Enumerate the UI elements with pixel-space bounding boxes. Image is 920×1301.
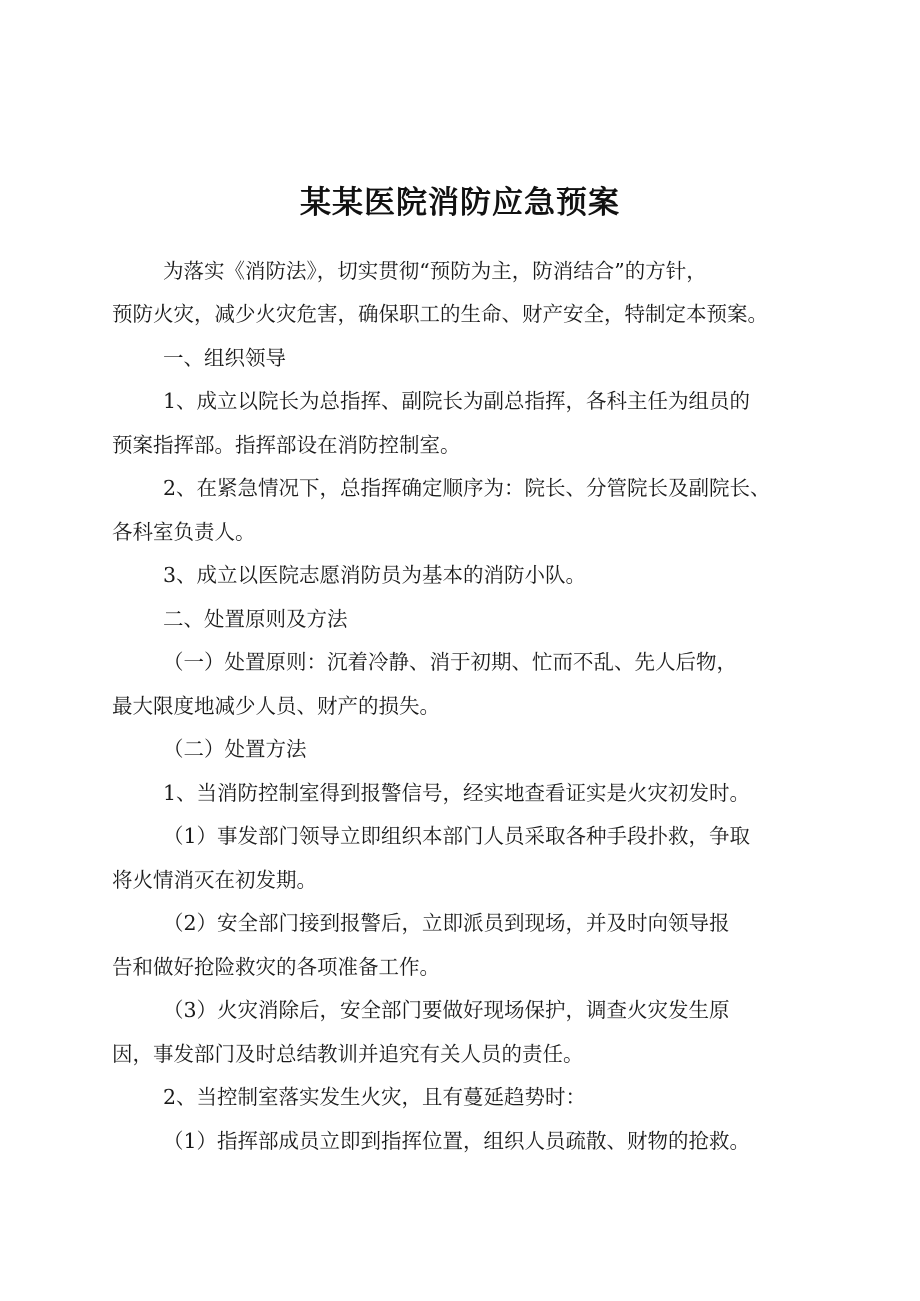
paragraph-line: 预防火灾，减少火灾危害，确保职工的生命、财产安全，特制定本预案。 [112,302,768,326]
document-title: 某某医院消防应急预案 [300,184,620,221]
subsection-heading: （二）处置方法 [163,737,307,761]
paragraph-line: 1、当消防控制室得到报警信号，经实地查看证实是火灾初发时。 [163,781,751,805]
paragraph-line: （1）指挥部成员立即到指挥位置，组织人员疏散、财物的抢救。 [163,1129,751,1153]
paragraph-line: 将火情消灭在初发期。 [112,868,317,892]
paragraph-line: 各科室负责人。 [112,520,256,544]
paragraph-line: 2、当控制室落实发生火灾，且有蔓延趋势时： [163,1085,587,1109]
paragraph-line: 3、成立以医院志愿消防员为基本的消防小队。 [163,563,587,587]
paragraph-line: （一）处置原则：沉着冷静、消于初期、忙而不乱、先人后物， [163,650,737,674]
paragraph-line: 最大限度地减少人员、财产的损失。 [112,694,440,718]
section-heading: 二、处置原则及方法 [163,607,348,631]
paragraph-line: （3）火灾消除后，安全部门要做好现场保护，调查火灾发生原 [163,998,730,1022]
section-heading: 一、组织领导 [163,346,286,370]
paragraph-line: 因，事发部门及时总结教训并追究有关人员的责任。 [112,1042,584,1066]
paragraph-line: 预案指挥部。指挥部设在消防控制室。 [112,433,461,457]
paragraph-line: 1、成立以院长为总指挥、副院长为副总指挥，各科主任为组员的 [163,389,751,413]
paragraph-line: 为落实《消防法》，切实贯彻“预防为主，防消结合”的方针， [163,259,707,283]
paragraph-line: （1）事发部门领导立即组织本部门人员采取各种手段扑救，争取 [163,824,751,848]
paragraph-line: 2、在紧急情况下，总指挥确定顺序为：院长、分管院长及副院长、 [163,476,771,500]
paragraph-line: 告和做好抢险救灾的各项准备工作。 [112,955,440,979]
paragraph-line: （2）安全部门接到报警后，立即派员到现场，并及时向领导报 [163,911,730,935]
